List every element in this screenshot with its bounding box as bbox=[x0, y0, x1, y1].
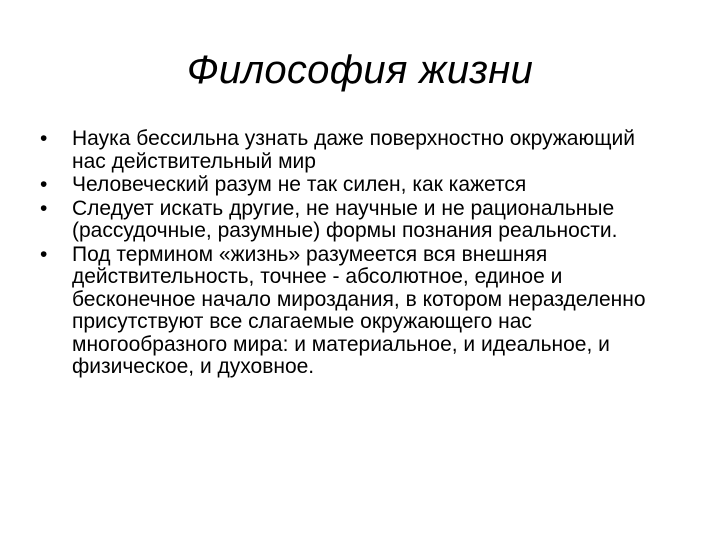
bullet-marker: • bbox=[40, 242, 48, 266]
bullet-marker: • bbox=[40, 196, 48, 220]
list-item bbox=[40, 244, 650, 379]
bullet-text: Следует искать другие, не научные и не рациональные (рассудочные, разумные) формы познания реальности. bbox=[72, 196, 618, 242]
list-item bbox=[40, 174, 650, 197]
slide-title: Философия жизни bbox=[186, 48, 534, 92]
bullet-text: Под термином «жизнь» разумеется вся внешняя действительность, точнее - абсолютное, единое и бесконечное начало мироздания, в котором неразделенно присутствуют все слагаемые окружающего нас многообразного мира: и материальное, и идеальное, и физическое, и духовное. bbox=[72, 242, 646, 378]
list-item bbox=[40, 128, 650, 173]
bullet-text: Человеческий разум не так силен, как кажется bbox=[72, 173, 527, 196]
bullet-list bbox=[40, 128, 650, 380]
list-item bbox=[40, 198, 650, 243]
bullet-text: Наука бессильна узнать даже поверхностно окружающий нас действительный мир bbox=[72, 127, 635, 173]
bullet-marker: • bbox=[40, 127, 48, 150]
bullet-marker: • bbox=[40, 173, 48, 196]
